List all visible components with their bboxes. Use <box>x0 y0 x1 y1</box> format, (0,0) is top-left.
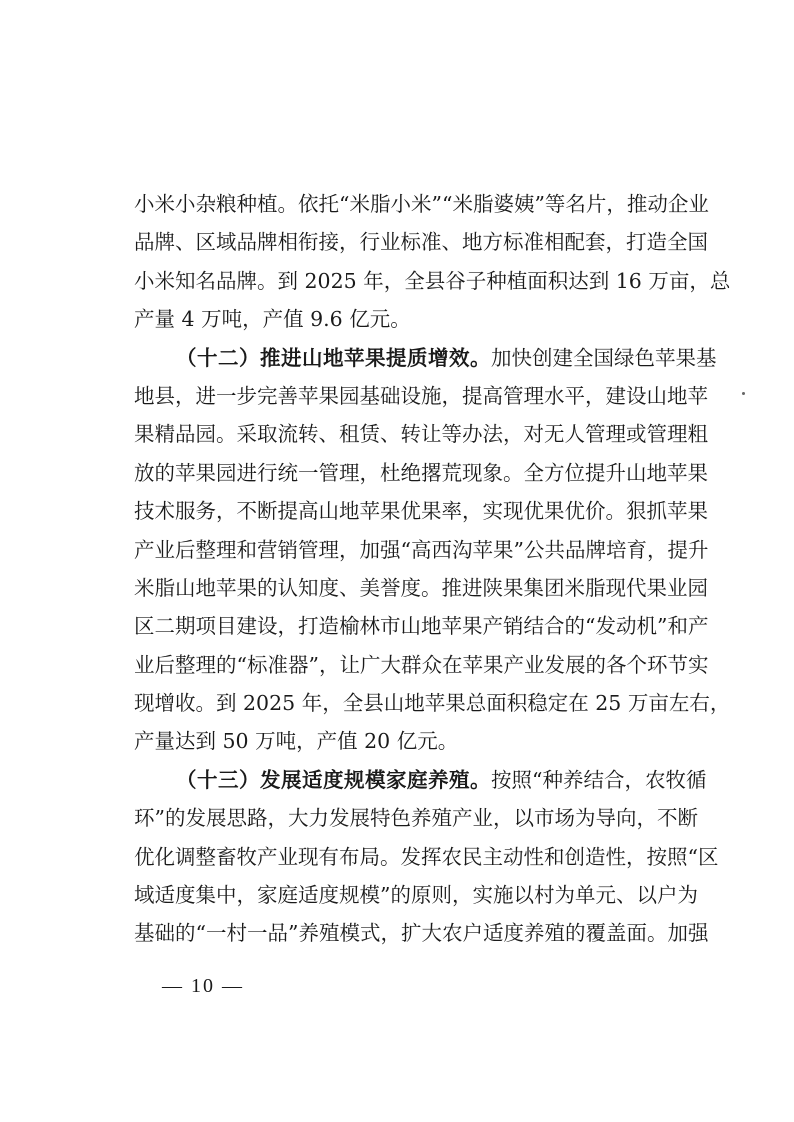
paragraph-3-line-4: 域适度集中，家庭适度规模”的原则，实施以村为单元、以户为 <box>134 883 698 908</box>
paragraph-2-line-7: 米脂山地苹果的认知度、美誉度。推进陕果集团米脂现代果业园 <box>134 575 708 600</box>
paragraph-3-line-5: 基础的“一村一品”养殖模式，扩大农户适度养殖的覆盖面。加强 <box>134 921 709 946</box>
paragraph-1-line-4: 产量 4 万吨，产值 9.6 亿元。 <box>134 307 411 332</box>
paragraph-2-line-10: 现增收。到 2025 年，全县山地苹果总面积稳定在 25 万亩左右， <box>134 691 731 716</box>
section-heading-13: （十三）发展适度规模家庭养殖。 <box>176 767 491 792</box>
paragraph-2-line-3: 果精品园。采取流转、租赁、转让等办法，对无人管理或管理粗 <box>134 422 708 447</box>
paragraph-2-line-8: 区二期项目建设，打造榆林市山地苹果产销结合的“发动机”和产 <box>134 614 709 639</box>
page-number: — 10 — <box>162 975 244 997</box>
paragraph-3-line-1 <box>134 761 707 799</box>
paragraph-2-line-11: 产量达到 50 万吨，产值 20 亿元。 <box>134 729 459 754</box>
paragraph-2-line-2: 地县，进一步完善苹果园基础设施，提高管理水平，建设山地苹 <box>134 383 708 408</box>
paragraph-2-line-6: 产业后整理和营销管理，加强“高西沟苹果”公共品牌培育，提升 <box>134 537 709 562</box>
paragraph-2-first-line-text: 加快创建全国绿色苹果基 <box>491 345 717 370</box>
body-text <box>134 185 731 953</box>
paragraph-3-line-2: 环”的发展思路，大力发展特色养殖产业，以市场为导向，不断 <box>134 806 698 831</box>
paragraph-1-line-2: 品牌、区域品牌相衔接，行业标准、地方标准相配套，打造全国 <box>134 230 708 255</box>
paragraph-2-line-5: 技术服务，不断提高山地苹果优果率，实现优果优价。狠抓苹果 <box>134 499 708 524</box>
paragraph-2-line-1 <box>134 339 717 377</box>
paragraph-3-line-3: 优化调整畜牧产业现有布局。发挥农民主动性和创造性，按照“区 <box>134 844 719 869</box>
scan-speck <box>742 392 745 395</box>
paragraph-1-line-3: 小米知名品牌。到 2025 年，全县谷子种植面积达到 16 万亩，总 <box>134 268 731 293</box>
paragraph-2-line-9: 业后整理的“标准器”，让广大群众在苹果产业发展的各个环节实 <box>134 652 709 677</box>
section-heading-12: （十二）推进山地苹果提质增效。 <box>176 345 491 370</box>
paragraph-2-line-4: 放的苹果园进行统一管理，杜绝撂荒现象。全方位提升山地苹果 <box>134 460 708 485</box>
paragraph-3-first-line-text: 按照“种养结合，农牧循 <box>491 767 707 792</box>
paragraph-1-line-1: 小米小杂粮种植。依托“米脂小米”“米脂婆姨”等名片，推动企业 <box>134 192 709 216</box>
